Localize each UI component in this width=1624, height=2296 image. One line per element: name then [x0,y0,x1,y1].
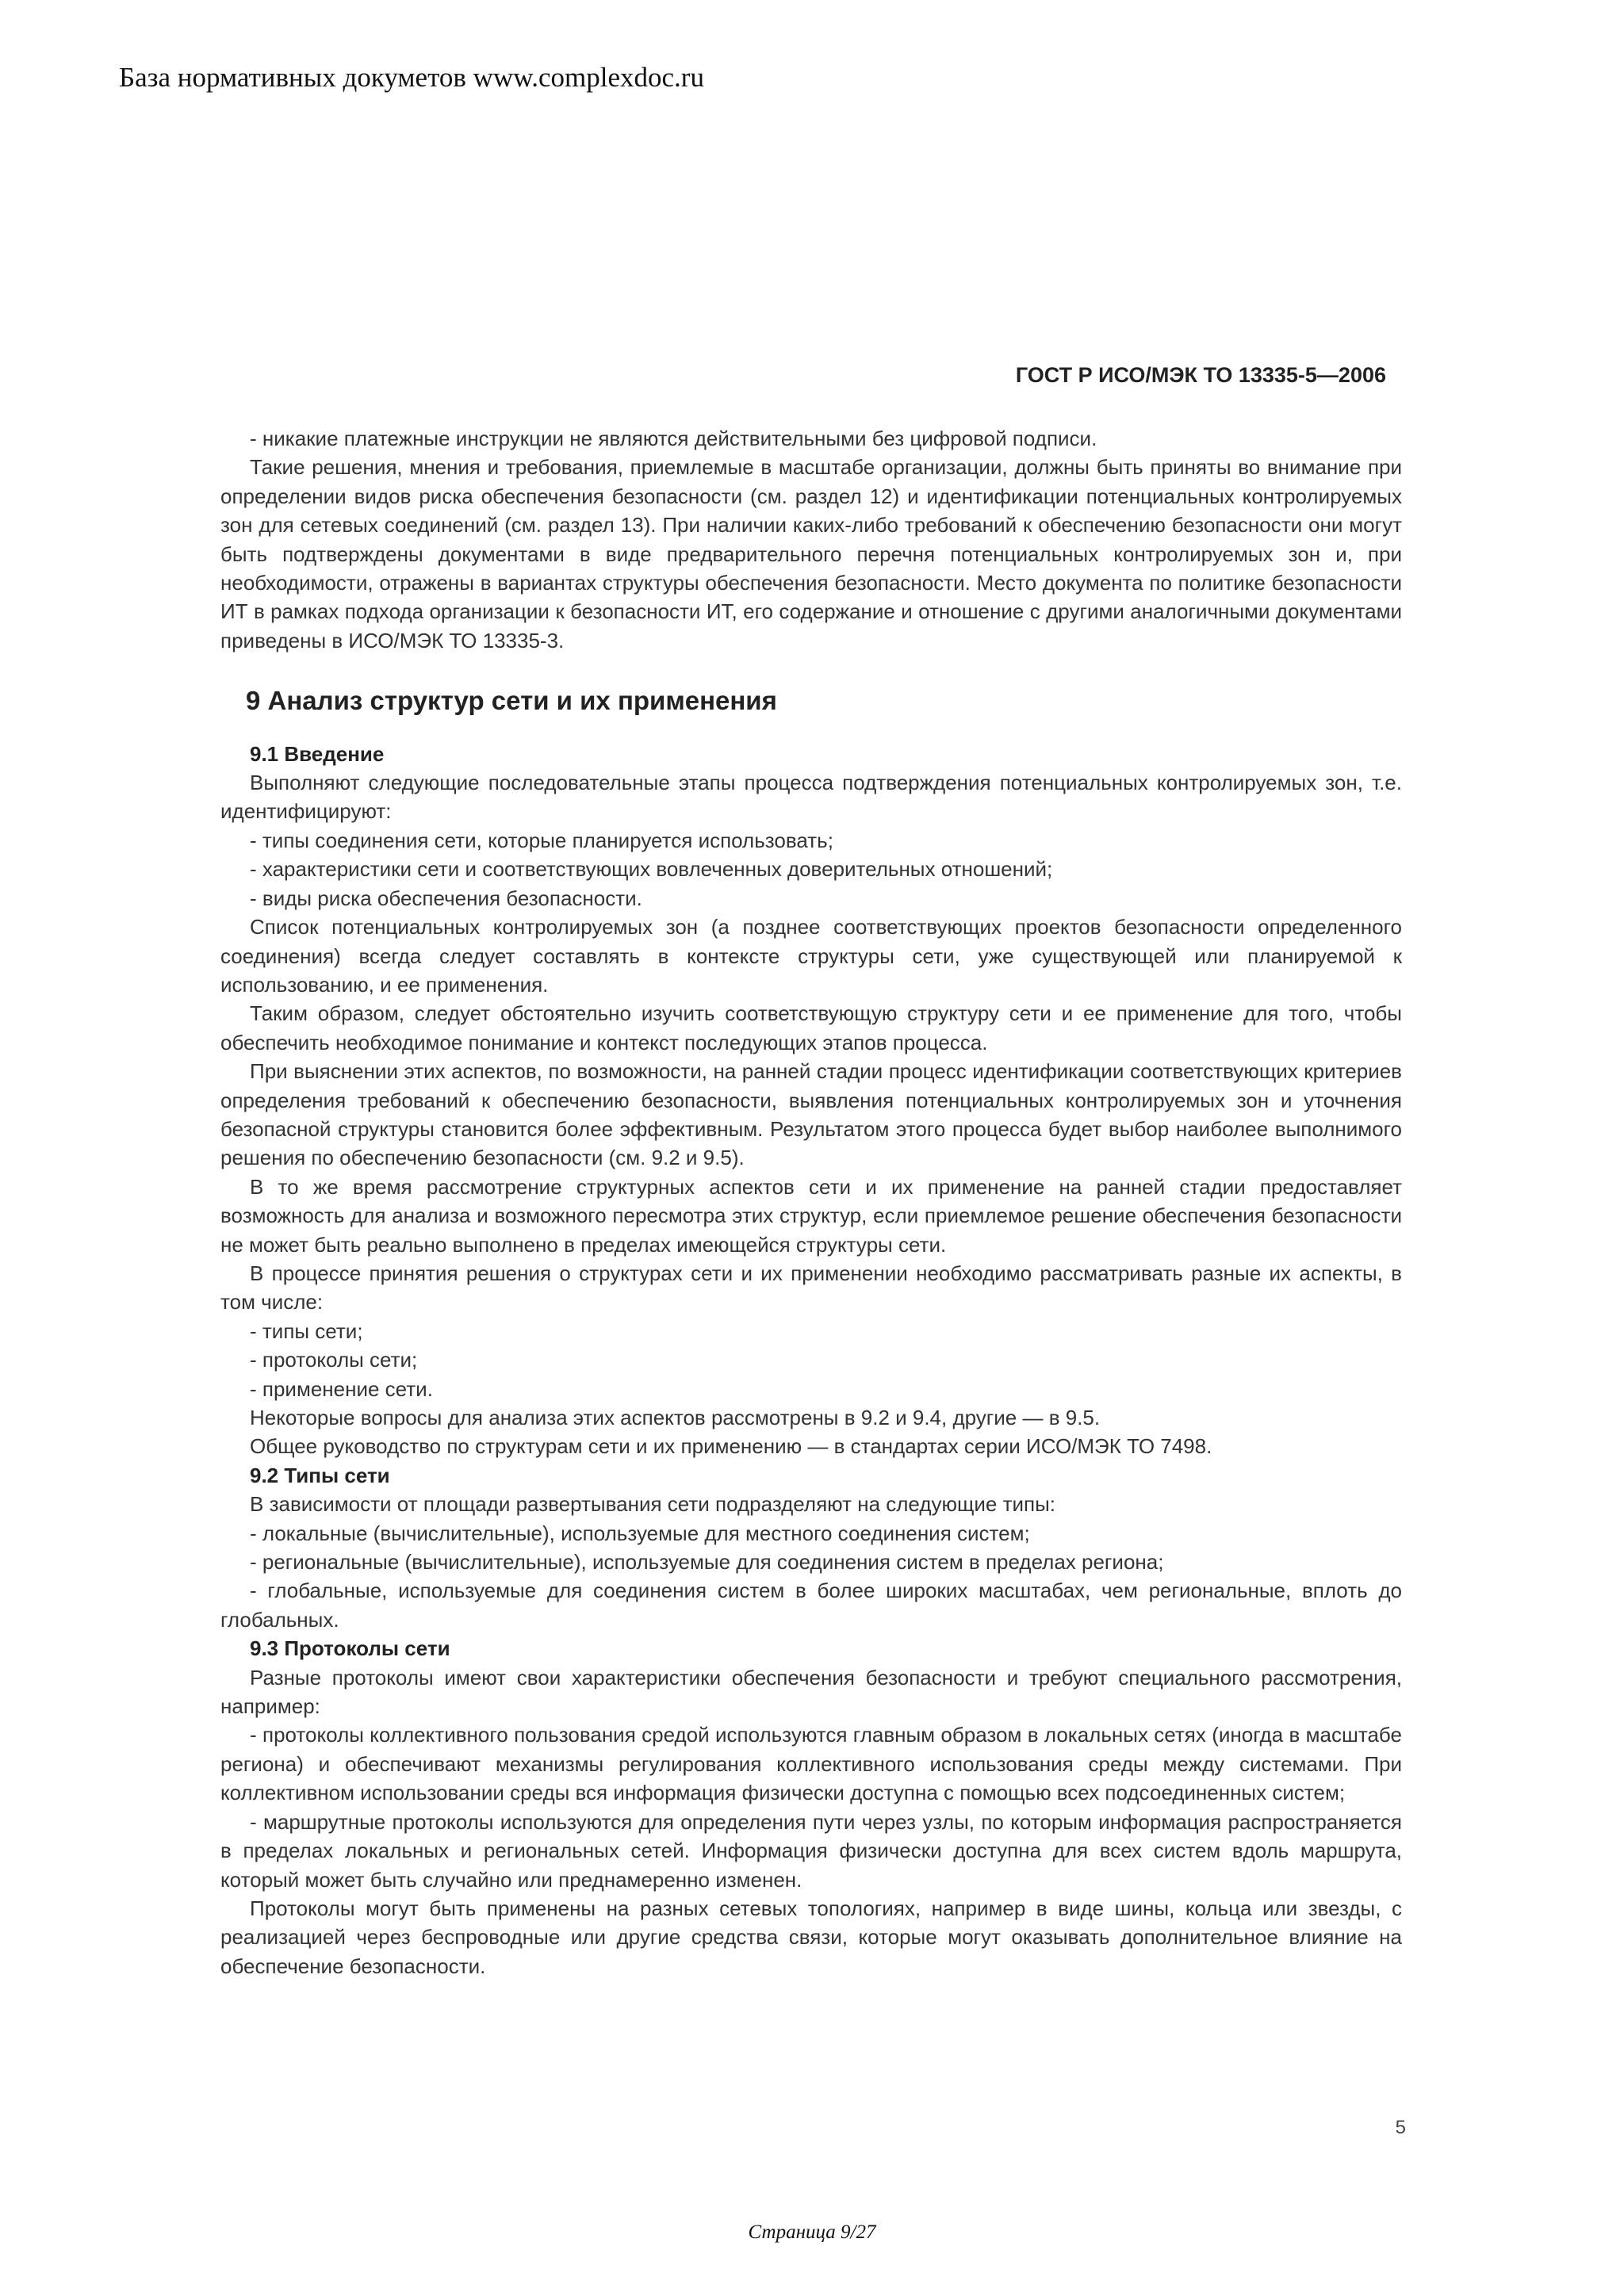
paragraph: В зависимости от площади развертывания сети подразделяют на следующие типы: [250,1492,1056,1517]
list-item: - характеристики сети и соответствующих вовлеченных доверительных отношений; [250,857,1053,882]
paragraph: Выполняют следующие последовательные этапы процесса подтверждения потенциальных контролируемых зон, т.е. идентифицируют: [220,771,1402,824]
subsection-heading: 9.3 Протоколы сети [250,1636,450,1661]
watermark: База нормативных докуметов www.complexdoc.ru [119,62,704,93]
paragraph: Некоторые вопросы для анализа этих аспектов рассмотрены в 9.2 и 9.4, другие — в 9.5. [250,1406,1101,1429]
paragraph: - никакие платежные инструкции не являются действительными без цифровой подписи. [250,427,1097,450]
list-item: - протоколы коллективного пользования средой используются главным образом в локальных сетях (иногда в масштабе региона) и обеспечивают механизмы регулирования коллективного использования среды между системами. При коллективном использовании среды вся информация физически доступна с помощью всех подсоединенных систем; [220,1723,1402,1805]
list-item: - маршрутные протоколы используются для определения пути через узлы, по которым информация распространяется в пределах локальных и региональных сетей. Информация физически доступна для всех систем вдоль маршрута, который может быть случайно или преднамеренно изменен. [220,1809,1402,1892]
list-item: - региональные (вычислительные), используемые для соединения систем в пределах региона; [250,1550,1164,1575]
paragraph: В процессе принятия решения о структурах сети и их применении необходимо рассматривать разные их аспекты, в том числе: [220,1261,1402,1314]
paragraph: Разные протоколы имеют свои характеристики обеспечения безопасности и требуют специального рассмотрения, например: [220,1665,1402,1719]
subsection-heading: 9.1 Введение [250,741,385,766]
list-item: - типы сети; [250,1318,363,1343]
paragraph: В то же время рассмотрение структурных аспектов сети и их применение на ранней стадии предоставляет возможность для анализа и возможного пересмотра этих структур, если приемлемое решение обеспечения безопасности не может быть реально выполнено в пределах имеющейся структуры сети. [220,1174,1402,1257]
list-item: - глобальные, используемые для соединения систем в более широких масштабах, чем региональные, вплоть до глобальных. [220,1578,1402,1632]
paragraph: При выяснении этих аспектов, по возможности, на ранней стадии процесс идентификации соответствующих критериев определения требований к обеспечению безопасности, выявления потенциальных контролируемых зон и уточнения безопасной структуры становится более эффективным. Результатом этого процесса будет выбор наиболее выполнимого решения по обеспечению безопасности (см. 9.2 и 9.5). [220,1059,1402,1170]
paragraph: Протоколы могут быть применены на разных сетевых топологиях, например в виде шины, кольца или звезды, с реализацией через беспроводные или другие средства связи, которые могут оказывать дополнительное влияние на обеспечение безопасности. [220,1896,1402,1978]
standard-header: ГОСТ Р ИСО/МЭК ТО 13335-5—2006 [1015,363,1386,387]
list-item: - локальные (вычислительные), используемые для местного соединения систем; [250,1521,1030,1545]
page-footer: Страница 9/27 [748,2221,876,2243]
paragraph: Общее руководство по структурам сети и их применению — в стандартах серии ИСО/МЭК ТО 7498. [250,1434,1212,1459]
paragraph: Список потенциальных контролируемых зон (а позднее соответствующих проектов безопасности определенного соединения) всегда следует составлять в контексте структуры сети, уже существующей или планируемой к использованию, и ее применения. [220,915,1402,997]
subsection-heading: 9.2 Типы сети [250,1463,390,1487]
document-body [220,424,1402,1980]
paragraph: Такие решения, мнения и требования, приемлемые в масштабе организации, должны быть приняты во внимание при определении видов риска обеспечения безопасности (см. раздел 12) и идентификации потенциальных контролируемых зон для сетевых соединений (см. раздел 13). При наличии каких-либо требований к обеспечению безопасности они могут быть подтверждены документами в виде предварительного перечня потенциальных контролируемых зон и, при необходимости, отражены в вариантах структуры обеспечения безопасности. Место документа по политике безопасности ИТ в рамках подхода организации к безопасности ИТ, его содержание и отношение с другими аналогичными документами приведены в ИСО/МЭК ТО 13335-3. [220,455,1402,652]
page-number: 5 [1395,2117,1406,2138]
section-heading: 9 Анализ структур сети и их применения [246,686,777,716]
list-item: - типы соединения сети, которые планируется использовать; [250,828,833,852]
list-item: - применение сети. [250,1376,433,1401]
list-item: - протоколы сети; [250,1348,418,1372]
paragraph: Таким образом, следует обстоятельно изучить соответствующую структуру сети и ее применение для того, чтобы обеспечить необходимое понимание и контекст последующих этапов процесса. [220,1001,1402,1054]
list-item: - виды риска обеспечения безопасности. [250,886,642,910]
